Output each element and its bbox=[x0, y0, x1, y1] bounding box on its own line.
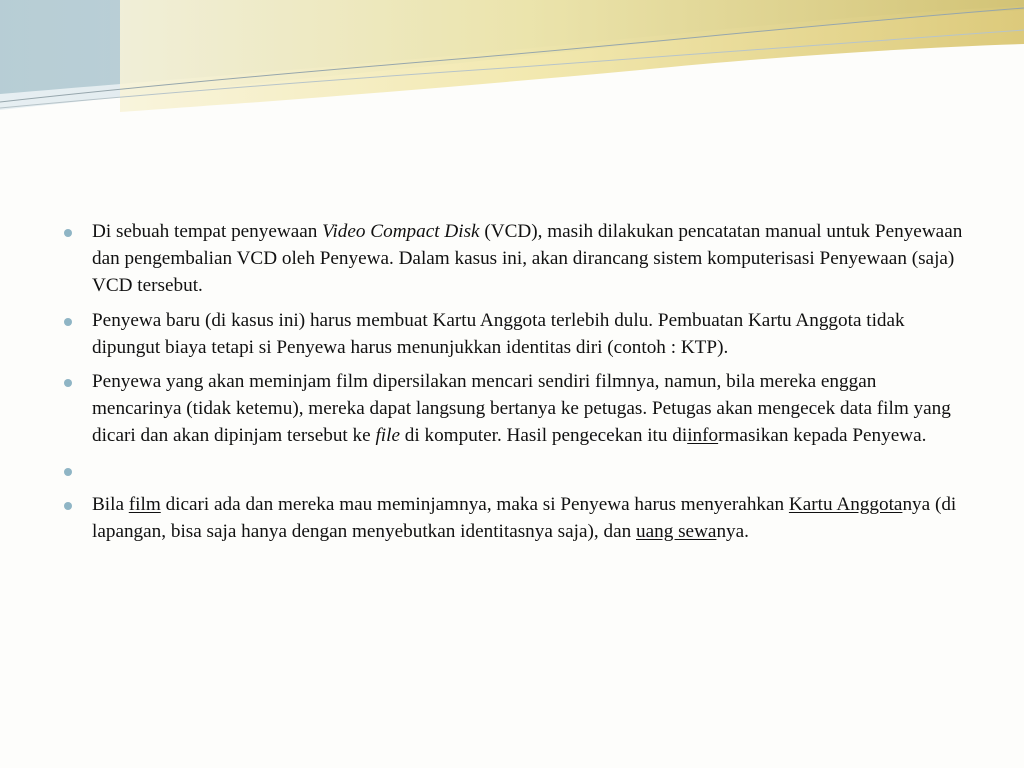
bullet-text: Penyewa yang akan meminjam film dipersilakan mencari sendiri filmnya, namun, bila mereka enggan mencarinya (tidak ketemu), mereka dapat langsung bertanya ke petugas. Petugas akan mengecek data film yang dicari dan akan dipinjam tersebut ke file di komputer. Hasil pengecekan itu diinformasikan kepada Penyewa. bbox=[92, 371, 951, 447]
underlined-text: Kartu Anggota bbox=[788, 493, 903, 515]
bullet-item bbox=[64, 218, 964, 300]
bullet-icon bbox=[64, 502, 72, 510]
content-area bbox=[64, 218, 964, 552]
bullet-list bbox=[64, 218, 964, 545]
bullet-text: Di sebuah tempat penyewaan Video Compact Disk (VCD), masih dilakukan pencatatan manual untuk Penyewaan dan pengembalian VCD oleh Penyewa. Dalam kasus ini, akan dirancang sistem komputerisasi Penyewaan (saja) VCD tersebut. bbox=[92, 221, 963, 297]
bullet-item-empty bbox=[64, 457, 964, 484]
bullet-icon bbox=[64, 229, 72, 237]
bullet-icon bbox=[64, 318, 72, 326]
bullet-item bbox=[64, 307, 964, 361]
header-wave-decoration bbox=[0, 0, 1024, 140]
bullet-icon bbox=[64, 468, 72, 476]
emphasis-text: Video Compact Disk bbox=[322, 221, 480, 242]
bullet-item bbox=[64, 491, 964, 545]
bullet-item bbox=[64, 368, 964, 450]
emphasis-text: file bbox=[375, 425, 400, 447]
underlined-text: film bbox=[128, 493, 161, 515]
bullet-text: Penyewa baru (di kasus ini) harus membuat Kartu Anggota terlebih dulu. Pembuatan Kartu Anggota tidak dipungut biaya tetapi si Penyewa harus menunjukkan identitas diri (contoh : KTP). bbox=[92, 309, 905, 358]
bullet-icon bbox=[64, 379, 72, 387]
bullet-text: Bila film dicari ada dan mereka mau meminjamnya, maka si Penyewa harus menyerahkan Kartu Anggotanya (di lapangan, bisa saja hanya dengan menyebutkan identitasnya saja), dan uang sewanya. bbox=[92, 493, 957, 543]
underlined-text: uang sewa bbox=[636, 521, 717, 543]
underlined-text: info bbox=[687, 425, 719, 447]
